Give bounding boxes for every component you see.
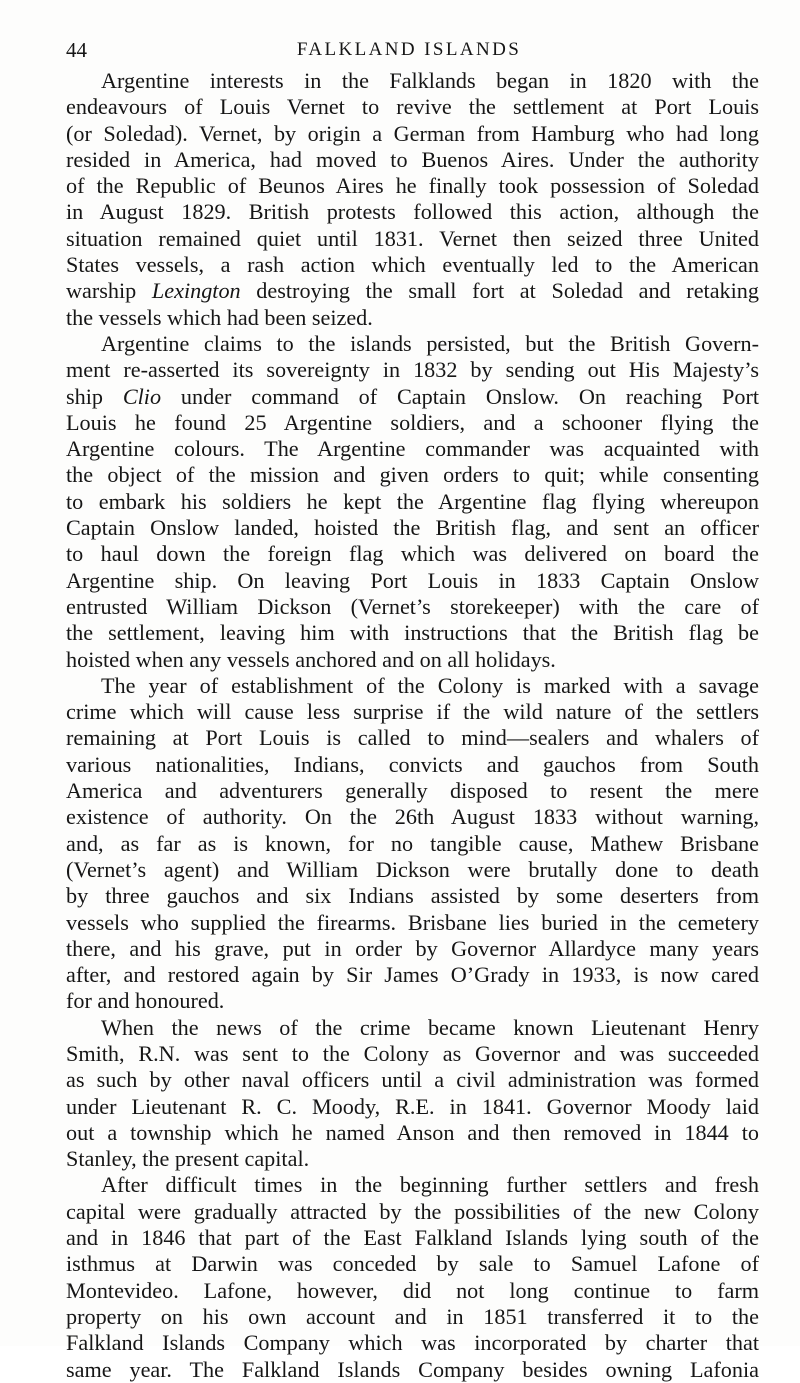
paragraph-3-line: various nationalities, Indians, convicts and gauchos from South: [66, 751, 759, 777]
paragraph-5-line: property on his own account and in 1851 transferred it to the: [66, 1303, 759, 1329]
paragraph-1-line: warship Lexington destroying the small fort at Soledad and retaking: [66, 278, 759, 304]
paragraph-4-line: out a township which he named Anson and then removed in 1844 to: [66, 1119, 759, 1145]
paragraph-3-line: existence of authority. On the 26th August 1833 without warning,: [66, 804, 759, 830]
paragraph-2-line: Argentine claims to the islands persisted, but the British Govern-: [101, 330, 759, 356]
running-head: [66, 38, 752, 66]
paragraph-5-line: and in 1846 that part of the East Falkland Islands lying south of the: [66, 1225, 759, 1251]
paragraph-5-line: capital were gradually attracted by the possibilities of the new Colony: [66, 1198, 759, 1224]
paragraph-3-line: crime which will cause less surprise if the wild nature of the settlers: [66, 699, 759, 725]
paragraph-4-line: Stanley, the present capital.: [66, 1146, 310, 1172]
paragraph-2-line: the object of the mission and given orders to quit; while consenting: [66, 462, 759, 488]
body-text: [66, 68, 759, 1383]
paragraph-5-line: After difficult times in the beginning further settlers and fresh: [101, 1172, 759, 1198]
paragraph-3-line: vessels who supplied the firearms. Brisbane lies buried in the cemetery: [66, 909, 759, 935]
paragraph-4-line: When the news of the crime became known Lieutenant Henry: [101, 1014, 759, 1040]
paragraph-5-line: Montevideo. Lafone, however, did not long continue to farm: [66, 1277, 759, 1303]
paragraph-3-line: by three gauchos and six Indians assisted by some deserters from: [66, 883, 759, 909]
paragraph-3-line: America and adventurers generally disposed to resent the mere: [66, 778, 759, 804]
paragraph-2-line: entrusted William Dickson (Vernet’s storekeeper) with the care of: [66, 593, 759, 619]
paragraph-3-line: after, and restored again by Sir James O’Grady in 1933, is now cared: [66, 962, 759, 988]
paragraph-3-line: and, as far as is known, for no tangible cause, Mathew Brisbane: [66, 830, 759, 856]
paragraph-3-line: The year of establishment of the Colony is marked with a savage: [101, 672, 759, 698]
paragraph-2-line: Captain Onslow landed, hoisted the British flag, and sent an officer: [66, 515, 759, 541]
paragraph-1-line: in August 1829. British protests followed this action, although the: [66, 199, 759, 225]
running-title: FALKLAND ISLANDS: [296, 39, 522, 60]
page-number: 44: [66, 38, 87, 62]
ship-name: Lexington: [151, 278, 241, 304]
paragraph-2-line: the settlement, leaving him with instructions that the British flag be: [66, 620, 759, 646]
paragraph-4-line: as such by other naval officers until a civil administration was formed: [66, 1067, 759, 1093]
paragraph-2-line: Argentine colours. The Argentine commander was acquainted with: [66, 436, 759, 462]
paragraph-1-line: (or Soledad). Vernet, by origin a German from Hamburg who had long: [66, 120, 759, 146]
paragraph-2-line: ship Clio under command of Captain Onslow. On reaching Port: [66, 383, 759, 409]
paragraph-2-line: Louis he found 25 Argentine soldiers, and a schooner flying the: [66, 409, 759, 435]
paragraph-1-line: situation remained quiet until 1831. Vernet then seized three United: [66, 225, 759, 251]
paragraph-5-line: isthmus at Darwin was conceded by sale to Samuel Lafone of: [66, 1251, 759, 1277]
paragraph-3-line: there, and his grave, put in order by Governor Allardyce many years: [66, 935, 759, 961]
paragraph-1-line: of the Republic of Beunos Aires he finally took possession of Soledad: [66, 173, 759, 199]
paragraph-3-line: remaining at Port Louis is called to mind—sealers and whalers of: [66, 725, 759, 751]
paragraph-1-line: Argentine interests in the Falklands began in 1820 with the: [101, 68, 759, 93]
paragraph-1-line: States vessels, a rash action which eventually led to the American: [66, 252, 759, 278]
paragraph-2-line: ment re-asserted its sovereignty in 1832 by sending out His Majesty’s: [66, 357, 759, 383]
paragraph-3-line: (Vernet’s agent) and William Dickson were brutally done to death: [66, 856, 759, 882]
paragraph-5-line: Falkland Islands Company which was incorporated by charter that: [66, 1330, 759, 1356]
paragraph-2-line: to haul down the foreign flag which was delivered on board the: [66, 541, 759, 567]
ship-name: Clio: [122, 383, 162, 409]
paragraph-2-line: to embark his soldiers he kept the Argentine flag flying whereupon: [66, 488, 759, 514]
paragraph-1-line: endeavours of Louis Vernet to revive the settlement at Port Louis: [66, 94, 759, 120]
paragraph-4-line: Smith, R.N. was sent to the Colony as Governor and was succeeded: [66, 1040, 759, 1066]
paragraph-2-line: Argentine ship. On leaving Port Louis in 1833 Captain Onslow: [66, 567, 759, 593]
paragraph-5-line: same year. The Falkland Islands Company besides owning Lafonia: [66, 1356, 759, 1382]
paragraph-4-line: under Lieutenant R. C. Moody, R.E. in 1841. Governor Moody laid: [66, 1093, 759, 1119]
paragraph-1-line: resided in America, had moved to Buenos Aires. Under the authority: [66, 146, 759, 172]
paragraph-2-line: hoisted when any vessels anchored and on all holidays.: [66, 646, 556, 672]
paragraph-1-line: the vessels which had been seized.: [66, 304, 373, 330]
paragraph-3-line: for and honoured.: [66, 988, 225, 1014]
